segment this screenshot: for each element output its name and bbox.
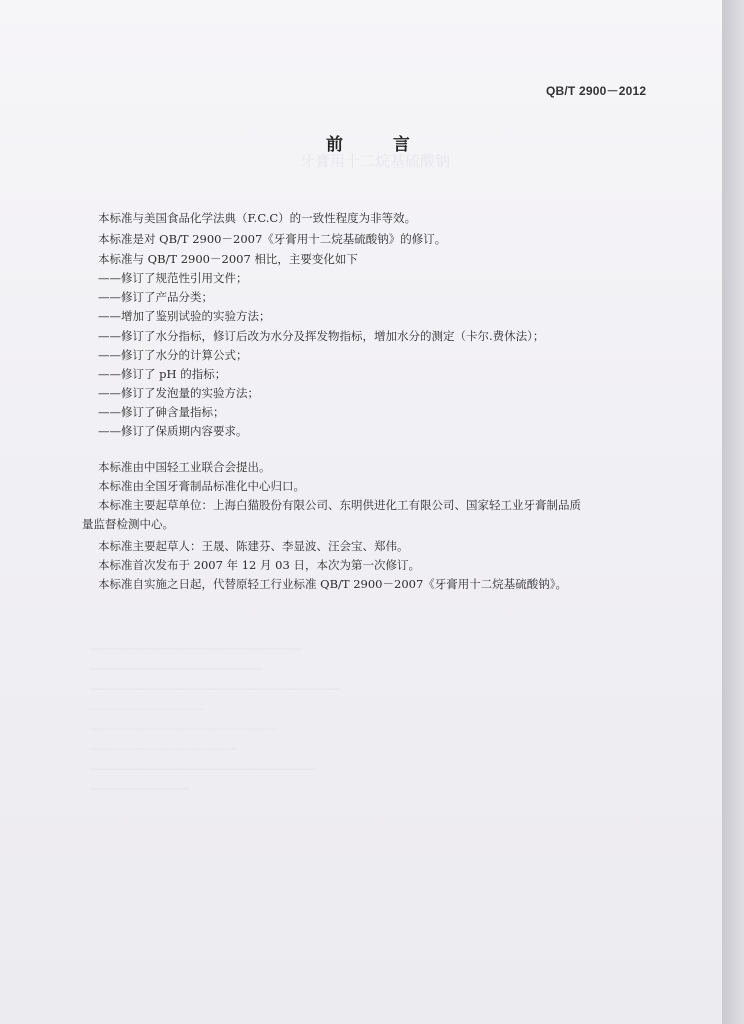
paragraph-2: 本标准是对 QB/T 2900－2007《牙膏用十二烷基硫酸钠》的修订。 xyxy=(98,232,447,246)
bleed-through-text: 牙膏用十二烷基硫酸钠 xyxy=(300,152,451,170)
paragraph-drafting-units-cont: 量监督检测中心。 xyxy=(82,517,174,531)
change-item-1: ——修订了规范性引用文件； xyxy=(98,271,248,285)
change-item-6: ——修订了 pH 的指标； xyxy=(98,367,227,381)
paragraph-1: 本标准与美国食品化学法典（F.C.C）的一致性程度为非等效。 xyxy=(98,211,417,225)
change-item-4: ——修订了水分指标，修订后改为水分及挥发物指标，增加水分的测定（卡尔.费休法）； xyxy=(98,329,545,343)
paragraph-replacement: 本标准自实施之日起，代替原轻工行业标准 QB/T 2900－2007《牙膏用十二烷基硫酸钠》。 xyxy=(98,577,568,591)
paragraph-centralized: 本标准由全国牙膏制品标准化中心归口。 xyxy=(98,479,305,493)
paragraph-drafting-units: 本标准主要起草单位：上海白猫股份有限公司、东明供进化工有限公司、国家轻工业牙膏制品质 xyxy=(98,498,581,512)
paragraph-first-release: 本标准首次发布于 2007 年 12 月 03 日，本次为第一次修订。 xyxy=(98,558,420,572)
change-item-8: ——修订了砷含量指标； xyxy=(98,405,225,419)
change-item-9: ——修订了保质期内容要求。 xyxy=(98,424,248,438)
change-item-7: ——修订了发泡量的实验方法； xyxy=(98,386,259,400)
change-item-5: ——修订了水分的计算公式； xyxy=(98,348,248,362)
change-item-3: ——增加了鉴别试验的实验方法； xyxy=(98,309,271,323)
scan-edge xyxy=(722,0,744,1024)
paragraph-proposer: 本标准由中国轻工业联合会提出。 xyxy=(98,460,271,474)
standard-code: QB/T 2900－2012 xyxy=(546,84,647,98)
paragraph-3: 本标准与 QB/T 2900－2007 相比，主要变化如下 xyxy=(98,252,358,266)
paragraph-drafters: 本标准主要起草人：王晟、陈建芬、李显波、汪会宝、郑伟。 xyxy=(98,539,409,553)
bleed-through-block: ──────────────────────────────── ────────────────────────── ────────────────────────────────────── ───────────────── ──────────────────────────── ────────────────────── ────────────────────────────────── ─────────────── xyxy=(90,643,342,796)
change-item-2: ——修订了产品分类； xyxy=(98,290,213,304)
page-title: 前 言 xyxy=(326,135,432,155)
